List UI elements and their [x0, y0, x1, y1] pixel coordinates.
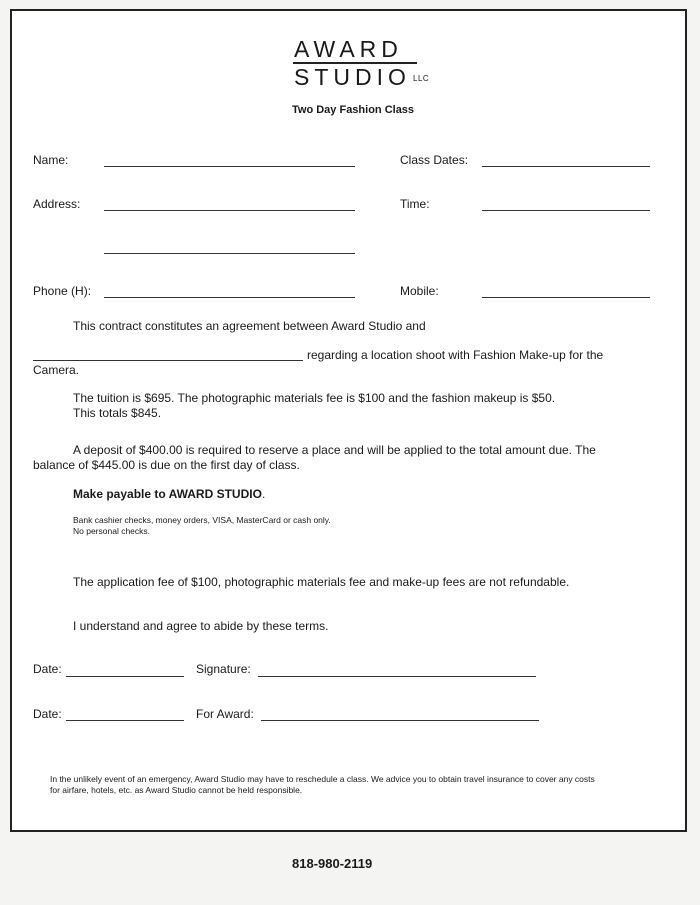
class-dates-label: Class Dates: [400, 153, 469, 167]
time-label: Time: [400, 197, 430, 211]
contract-regarding: regarding a location shoot with Fashion Make-up for the [307, 348, 604, 362]
balance-text: balance of $445.00 is due on the first day of class. [33, 458, 300, 472]
contract-intro: This contract constitutes an agreement between Award Studio and [73, 319, 426, 333]
date-label: Date: [33, 662, 62, 676]
payable-period: . [261, 487, 266, 501]
for-award-label: For Award: [196, 707, 254, 721]
name-field[interactable] [104, 166, 355, 167]
payment-methods: Bank cashier checks, money orders, VISA, MasterCard or cash only. [73, 515, 331, 525]
address-field-line-2[interactable] [104, 253, 355, 254]
signature-field[interactable] [258, 676, 536, 677]
footer-phone: 818-980-2119 [292, 856, 373, 871]
deposit-text: A deposit of $400.00 is required to reserve a place and will be applied to the total amount due. The [73, 443, 596, 457]
address-field[interactable] [104, 210, 355, 211]
logo-studio: STUDIO [294, 64, 411, 90]
mobile-label: Mobile: [400, 284, 439, 298]
class-dates-field[interactable] [482, 166, 650, 167]
refund-policy: The application fee of $100, photographic materials fee and make-up fees are not refundable. [73, 575, 570, 589]
date-field-2[interactable] [66, 720, 184, 721]
mobile-field[interactable] [482, 297, 650, 298]
payable-line [73, 487, 265, 502]
time-field[interactable] [482, 210, 650, 211]
signature-label: Signature: [196, 662, 251, 676]
date-field[interactable] [66, 676, 184, 677]
tuition-total: This totals $845. [73, 406, 162, 420]
name-label: Name: [33, 153, 69, 167]
logo-llc: LLC [413, 74, 430, 83]
page-title: Two Day Fashion Class [292, 104, 415, 116]
address-label: Address: [33, 197, 81, 211]
tuition-text: The tuition is $695. The photographic materials fee is $100 and the fashion makeup is $50. [73, 391, 556, 405]
for-award-field[interactable] [261, 720, 539, 721]
no-personal-checks: No personal checks. [73, 526, 151, 536]
agreement-statement: I understand and agree to abide by these terms. [73, 619, 329, 633]
logo-award: AWARD [294, 36, 403, 62]
party-name-field[interactable] [33, 360, 303, 361]
date-label-2: Date: [33, 707, 62, 721]
disclaimer-line-1: In the unlikely event of an emergency, Award Studio may have to reschedule a class. We advice you to obtain travel insurance to cover any costs [50, 774, 595, 784]
disclaimer-line-2: for airfare, hotels, etc. as Award Studio cannot be held responsible. [50, 785, 303, 795]
contract-camera: Camera. [33, 363, 80, 377]
phone-field[interactable] [104, 297, 355, 298]
phone-label: Phone (H): [33, 284, 92, 298]
payable-text: Make payable to AWARD STUDIO [73, 487, 262, 501]
